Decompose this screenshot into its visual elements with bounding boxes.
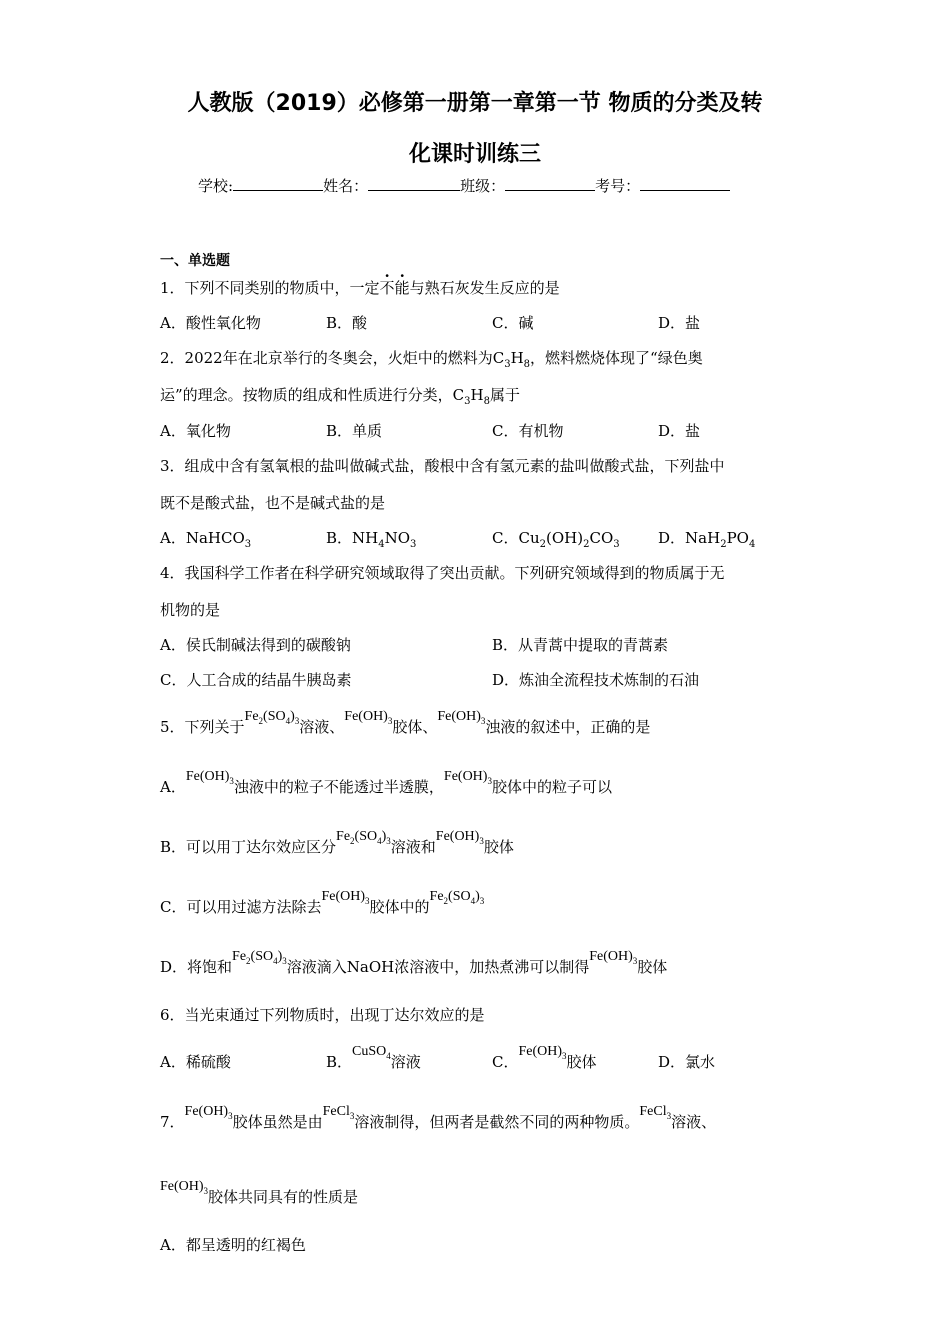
formula-fe2so43: $Fe_2(SO_4)_3$ (336, 829, 391, 846)
q2-sub: 3 (504, 359, 511, 370)
q1-stem-pre: 1．下列不同类别的物质中，一定 (160, 279, 380, 297)
q3-c-text: (OH) (546, 529, 584, 547)
q2-sub: 3 (464, 396, 471, 407)
formula-feoh3: $Fe(OH)_3$ (321, 889, 370, 906)
q5-text: 5．下列关于 (160, 718, 245, 736)
q3-b-text: B．NH (326, 529, 379, 547)
q3-b-sub: 3 (410, 539, 417, 550)
question-4-line-2: 机物的是 (160, 601, 221, 619)
name-label: 姓名： (323, 177, 369, 195)
q6-b-text: B． (326, 1053, 353, 1071)
q3-c-text: CO (589, 529, 614, 547)
q5-text: 浊液的叙述中，正确的是 (485, 718, 651, 736)
class-label: 班级： (460, 177, 506, 195)
q7-text: 溶液制得，但两者是截然不同的两种物质。 (354, 1113, 640, 1131)
q3-option-c[interactable] (492, 527, 620, 550)
formula-feoh3: $Fe(OH)_3$ (185, 769, 234, 786)
formula-fe2so43: $Fe_2(SO_4)_3$ (429, 889, 485, 906)
q2-text: ，燃料燃烧体现了“绿色奥 (530, 349, 703, 367)
q2-sub: 8 (523, 359, 531, 370)
q3-option-d[interactable] (658, 527, 755, 550)
q2-text: 2．2022年在北京举行的冬奥会，火炬中的燃料为C (160, 349, 505, 367)
q5-a-text: 浊液中的粒子不能透过半透膜， (233, 778, 444, 796)
q2-text: H (470, 386, 484, 404)
q5-option-a[interactable] (160, 769, 612, 798)
q5-option-b[interactable] (160, 829, 514, 858)
school-label: 学校: (198, 177, 234, 195)
q5-text: 溶液、 (299, 718, 345, 736)
q1-stem-post: 与熟石灰发生反应的是 (409, 279, 560, 297)
section-heading: 一、单选题 (160, 253, 230, 269)
formula-cuso4: CuSO$_4$ (352, 1044, 391, 1061)
formula-feoh3: $Fe(OH)_3$ (443, 769, 492, 786)
q2-option-a[interactable]: A．氧化物 (160, 422, 231, 440)
formula-fecl3: FeCl$_3$ (639, 1104, 672, 1121)
q6-option-c[interactable] (492, 1044, 597, 1073)
number-label: 考号： (595, 177, 641, 195)
formula-feoh3: $Fe(OH)_3$ (184, 1104, 233, 1121)
q5-a-text: A． (160, 778, 186, 796)
formula-feoh3: $Fe(OH)_3$ (160, 1179, 209, 1196)
q3-d-sub: 2 (720, 539, 727, 550)
question-4-line-1: 4．我国科学工作者在科学研究领域取得了突出贡献。下列研究领域得到的物质属于无 (160, 564, 725, 582)
q7-text: 溶液、 (671, 1113, 717, 1131)
q1-option-a[interactable]: A．酸性氧化物 (160, 314, 261, 332)
q3-b-sub: 4 (378, 539, 385, 550)
question-2-line-1 (160, 347, 703, 370)
q2-text: 属于 (490, 386, 521, 404)
question-5-stem (160, 709, 651, 738)
q7-text: 胶体虽然是由 (232, 1113, 323, 1131)
question-6-stem: 6．当光束通过下列物质时，出现丁达尔效应的是 (160, 1006, 485, 1024)
q4-option-a[interactable]: A．侯氏制碱法得到的碳酸钠 (160, 636, 351, 654)
q3-c-sub: 3 (613, 539, 620, 550)
q1-option-d[interactable]: D．盐 (658, 314, 701, 332)
q4-option-c[interactable]: C．人工合成的结晶牛胰岛素 (160, 671, 352, 689)
formula-feoh3: $Fe(OH)_3$ (518, 1044, 567, 1061)
question-1-stem (160, 277, 560, 298)
q3-a-text: A．NaHCO (160, 529, 245, 547)
q5-d-text: 溶液滴入NaOH浓溶液中，加热煮沸可以制得 (286, 958, 590, 976)
q5-d-text: D．将饱和 (160, 958, 233, 976)
q3-c-text: C．Cu (492, 529, 540, 547)
title-line-2: 化课时训练三 (408, 142, 541, 167)
title-line-1: 人教版（2019）必修第一册第一章第一节 物质的分类及转 (187, 91, 763, 116)
q6-b-text: 溶液 (390, 1053, 421, 1071)
q5-b-text: 胶体 (483, 838, 514, 856)
formula-fe2so43: $Fe_2(SO_4)_3$ (232, 949, 287, 966)
q7-text: 7． (160, 1113, 185, 1131)
class-blank[interactable] (505, 176, 595, 191)
q3-option-a[interactable] (160, 527, 251, 550)
question-7-line-2 (160, 1179, 359, 1208)
q7-text: 胶体共同具有的性质是 (208, 1188, 359, 1206)
question-3-line-1: 3．组成中含有氢氧根的盐叫做碱式盐，酸根中含有氢元素的盐叫做酸式盐，下列盐中 (160, 457, 725, 475)
q2-option-d[interactable]: D．盐 (658, 422, 701, 440)
number-blank[interactable] (640, 176, 730, 191)
q6-option-d[interactable]: D．氯水 (658, 1053, 716, 1071)
q3-c-sub: 2 (583, 539, 590, 550)
formula-feoh3: $Fe(OH)_3$ (435, 829, 484, 846)
q5-b-text: B．可以用丁达尔效应区分 (160, 838, 337, 856)
q6-c-text: 胶体 (566, 1053, 597, 1071)
q3-a-sub: 3 (244, 539, 252, 550)
q3-d-text: PO (726, 529, 749, 547)
name-blank[interactable] (368, 176, 460, 191)
formula-feoh3: $Fe(OH)_3$ (589, 949, 638, 966)
q6-option-a[interactable]: A．稀硫酸 (160, 1053, 231, 1071)
q5-option-d[interactable] (160, 949, 668, 978)
q5-c-text: 胶体中的 (369, 898, 430, 916)
formula-fe2so43: $Fe_2(SO_4)_3$ (244, 709, 300, 726)
q3-option-b[interactable] (326, 527, 416, 550)
q3-d-text: D．NaH (658, 529, 721, 547)
q3-c-sub: 2 (539, 539, 546, 550)
question-2-line-2 (160, 384, 520, 407)
q5-b-text: 溶液和 (390, 838, 436, 856)
school-blank[interactable] (233, 176, 323, 191)
q1-option-c[interactable]: C．碱 (492, 314, 534, 332)
q1-emphasis-1: 不 (379, 279, 395, 297)
formula-fecl3: FeCl$_3$ (322, 1104, 355, 1121)
q1-option-b[interactable]: B．酸 (326, 314, 368, 332)
q4-option-b[interactable]: B．从青蒿中提取的青蒿素 (492, 636, 669, 654)
formula-feoh3: $Fe(OH)_3$ (344, 709, 393, 726)
q7-option-a[interactable]: A．都呈透明的红褐色 (160, 1236, 306, 1254)
q2-option-b[interactable]: B．单质 (326, 422, 383, 440)
q2-text: H (510, 349, 524, 367)
formula-feoh3: $Fe(OH)_3$ (437, 709, 486, 726)
q3-d-sub: 4 (748, 539, 756, 550)
question-7-line-1 (160, 1104, 717, 1133)
q5-text: 胶体、 (392, 718, 438, 736)
student-info-line (198, 175, 730, 196)
q4-option-d[interactable]: D．炼油全流程技术炼制的石油 (492, 671, 700, 689)
q6-option-b[interactable] (326, 1044, 421, 1073)
question-3-line-2: 既不是酸式盐，也不是碱式盐的是 (160, 494, 386, 512)
q2-text: 运”的理念。按物质的组成和性质进行分类，C (160, 386, 465, 404)
q1-emphasis-2: 能 (394, 279, 410, 297)
q6-c-text: C． (492, 1053, 519, 1071)
q5-option-c[interactable] (160, 889, 485, 918)
q5-c-text: C．可以用过滤方法除去 (160, 898, 322, 916)
q5-d-text: 胶体 (637, 958, 668, 976)
q2-option-c[interactable]: C．有机物 (492, 422, 564, 440)
q2-sub: 8 (483, 396, 490, 407)
q3-b-text: NO (384, 529, 411, 547)
q5-a-text: 胶体中的粒子可以 (491, 778, 612, 796)
